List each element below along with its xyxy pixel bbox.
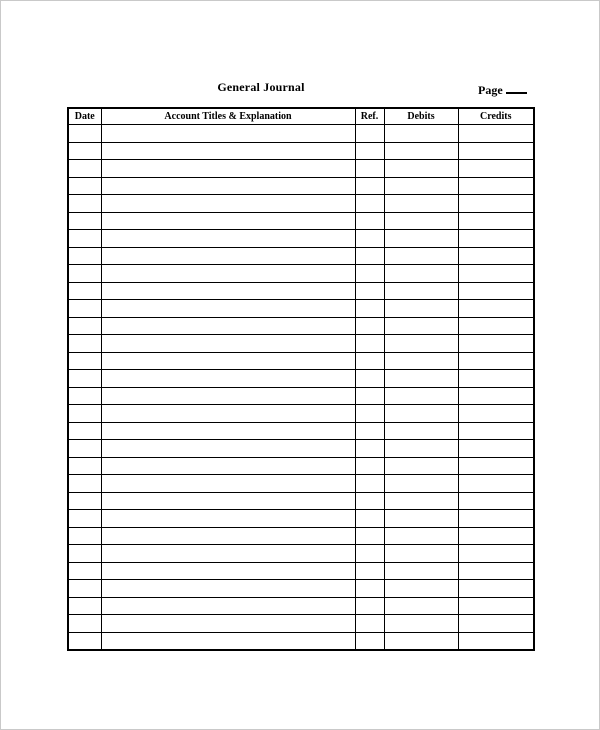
journal-cell-debits[interactable] bbox=[384, 632, 458, 650]
journal-row bbox=[68, 475, 534, 493]
journal-cell-ref[interactable] bbox=[355, 527, 384, 545]
document-title: General Journal bbox=[217, 80, 305, 94]
journal-cell-ref[interactable] bbox=[355, 440, 384, 458]
journal-cell-ref[interactable] bbox=[355, 317, 384, 335]
journal-cell-ref[interactable] bbox=[355, 615, 384, 633]
journal-cell-ref[interactable] bbox=[355, 632, 384, 650]
journal-cell-debits[interactable] bbox=[384, 282, 458, 300]
journal-cell-date[interactable] bbox=[68, 457, 101, 475]
journal-cell-account-titles-explanation[interactable] bbox=[101, 352, 355, 370]
journal-cell-date[interactable] bbox=[68, 247, 101, 265]
journal-cell-ref[interactable] bbox=[355, 300, 384, 318]
journal-cell-debits[interactable] bbox=[384, 457, 458, 475]
journal-cell-credits[interactable] bbox=[458, 335, 534, 353]
journal-cell-date[interactable] bbox=[68, 405, 101, 423]
journal-cell-date[interactable] bbox=[68, 615, 101, 633]
journal-cell-debits[interactable] bbox=[384, 527, 458, 545]
journal-cell-ref[interactable] bbox=[355, 387, 384, 405]
journal-row bbox=[68, 492, 534, 510]
journal-cell-ref[interactable] bbox=[355, 247, 384, 265]
journal-cell-debits[interactable] bbox=[384, 562, 458, 580]
journal-cell-date[interactable] bbox=[68, 160, 101, 178]
journal-cell-credits[interactable] bbox=[458, 282, 534, 300]
column-header-debits: Debits bbox=[384, 108, 458, 125]
journal-cell-debits[interactable] bbox=[384, 492, 458, 510]
journal-cell-date[interactable] bbox=[68, 492, 101, 510]
journal-cell-ref[interactable] bbox=[355, 265, 384, 283]
journal-cell-ref[interactable] bbox=[355, 352, 384, 370]
journal-cell-account-titles-explanation[interactable] bbox=[101, 422, 355, 440]
journal-cell-debits[interactable] bbox=[384, 125, 458, 143]
journal-cell-ref[interactable] bbox=[355, 580, 384, 598]
journal-cell-account-titles-explanation[interactable] bbox=[101, 160, 355, 178]
journal-cell-account-titles-explanation[interactable] bbox=[101, 405, 355, 423]
journal-row bbox=[68, 387, 534, 405]
journal-row bbox=[68, 527, 534, 545]
journal-cell-account-titles-explanation[interactable] bbox=[101, 440, 355, 458]
journal-cell-ref[interactable] bbox=[355, 160, 384, 178]
journal-cell-credits[interactable] bbox=[458, 580, 534, 598]
journal-row bbox=[68, 300, 534, 318]
journal-row bbox=[68, 177, 534, 195]
journal-cell-date[interactable] bbox=[68, 230, 101, 248]
journal-cell-date[interactable] bbox=[68, 125, 101, 143]
journal-cell-ref[interactable] bbox=[355, 422, 384, 440]
journal-cell-debits[interactable] bbox=[384, 615, 458, 633]
journal-cell-account-titles-explanation[interactable] bbox=[101, 545, 355, 563]
journal-cell-credits[interactable] bbox=[458, 492, 534, 510]
journal-cell-ref[interactable] bbox=[355, 562, 384, 580]
journal-cell-account-titles-explanation[interactable] bbox=[101, 265, 355, 283]
journal-cell-account-titles-explanation[interactable] bbox=[101, 492, 355, 510]
journal-cell-account-titles-explanation[interactable] bbox=[101, 142, 355, 160]
journal-cell-date[interactable] bbox=[68, 580, 101, 598]
journal-cell-credits[interactable] bbox=[458, 160, 534, 178]
journal-cell-debits[interactable] bbox=[384, 510, 458, 528]
journal-cell-debits[interactable] bbox=[384, 440, 458, 458]
journal-cell-credits[interactable] bbox=[458, 545, 534, 563]
journal-cell-ref[interactable] bbox=[355, 230, 384, 248]
journal-cell-credits[interactable] bbox=[458, 125, 534, 143]
journal-cell-credits[interactable] bbox=[458, 230, 534, 248]
journal-cell-account-titles-explanation[interactable] bbox=[101, 457, 355, 475]
journal-row bbox=[68, 142, 534, 160]
journal-cell-credits[interactable] bbox=[458, 177, 534, 195]
journal-cell-date[interactable] bbox=[68, 597, 101, 615]
journal-cell-date[interactable] bbox=[68, 212, 101, 230]
journal-row bbox=[68, 562, 534, 580]
journal-cell-account-titles-explanation[interactable] bbox=[101, 335, 355, 353]
journal-cell-date[interactable] bbox=[68, 282, 101, 300]
journal-cell-debits[interactable] bbox=[384, 195, 458, 213]
journal-cell-debits[interactable] bbox=[384, 352, 458, 370]
journal-row bbox=[68, 510, 534, 528]
journal-row bbox=[68, 422, 534, 440]
journal-cell-account-titles-explanation[interactable] bbox=[101, 562, 355, 580]
journal-cell-date[interactable] bbox=[68, 440, 101, 458]
journal-cell-credits[interactable] bbox=[458, 142, 534, 160]
journal-cell-account-titles-explanation[interactable] bbox=[101, 212, 355, 230]
journal-row bbox=[68, 212, 534, 230]
journal-cell-ref[interactable] bbox=[355, 370, 384, 388]
journal-cell-credits[interactable] bbox=[458, 405, 534, 423]
journal-cell-account-titles-explanation[interactable] bbox=[101, 247, 355, 265]
journal-cell-date[interactable] bbox=[68, 317, 101, 335]
journal-cell-account-titles-explanation[interactable] bbox=[101, 475, 355, 493]
journal-row bbox=[68, 457, 534, 475]
journal-cell-account-titles-explanation[interactable] bbox=[101, 177, 355, 195]
journal-cell-credits[interactable] bbox=[458, 632, 534, 650]
journal-cell-account-titles-explanation[interactable] bbox=[101, 230, 355, 248]
journal-cell-date[interactable] bbox=[68, 300, 101, 318]
journal-cell-debits[interactable] bbox=[384, 545, 458, 563]
page-number-blank[interactable] bbox=[506, 80, 527, 94]
journal-cell-account-titles-explanation[interactable] bbox=[101, 632, 355, 650]
journal-cell-account-titles-explanation[interactable] bbox=[101, 317, 355, 335]
journal-cell-date[interactable] bbox=[68, 265, 101, 283]
journal-cell-credits[interactable] bbox=[458, 265, 534, 283]
journal-cell-debits[interactable] bbox=[384, 247, 458, 265]
journal-cell-date[interactable] bbox=[68, 632, 101, 650]
journal-cell-debits[interactable] bbox=[384, 580, 458, 598]
journal-cell-credits[interactable] bbox=[458, 510, 534, 528]
journal-cell-credits[interactable] bbox=[458, 475, 534, 493]
journal-cell-credits[interactable] bbox=[458, 212, 534, 230]
journal-cell-date[interactable] bbox=[68, 352, 101, 370]
journal-row bbox=[68, 230, 534, 248]
journal-cell-date[interactable] bbox=[68, 475, 101, 493]
journal-cell-debits[interactable] bbox=[384, 405, 458, 423]
journal-cell-date[interactable] bbox=[68, 335, 101, 353]
journal-cell-debits[interactable] bbox=[384, 370, 458, 388]
journal-cell-account-titles-explanation[interactable] bbox=[101, 510, 355, 528]
journal-cell-debits[interactable] bbox=[384, 475, 458, 493]
journal-cell-account-titles-explanation[interactable] bbox=[101, 125, 355, 143]
journal-row bbox=[68, 632, 534, 650]
journal-cell-ref[interactable] bbox=[355, 492, 384, 510]
journal-cell-credits[interactable] bbox=[458, 300, 534, 318]
journal-cell-date[interactable] bbox=[68, 177, 101, 195]
journal-cell-credits[interactable] bbox=[458, 195, 534, 213]
journal-cell-ref[interactable] bbox=[355, 597, 384, 615]
journal-row bbox=[68, 195, 534, 213]
journal-cell-date[interactable] bbox=[68, 195, 101, 213]
journal-cell-credits[interactable] bbox=[458, 422, 534, 440]
journal-cell-date[interactable] bbox=[68, 527, 101, 545]
journal-cell-ref[interactable] bbox=[355, 125, 384, 143]
journal-cell-debits[interactable] bbox=[384, 597, 458, 615]
journal-row bbox=[68, 282, 534, 300]
journal-cell-credits[interactable] bbox=[458, 387, 534, 405]
journal-cell-account-titles-explanation[interactable] bbox=[101, 615, 355, 633]
page-label: Page bbox=[478, 83, 503, 97]
journal-cell-debits[interactable] bbox=[384, 230, 458, 248]
journal-cell-ref[interactable] bbox=[355, 195, 384, 213]
journal-row bbox=[68, 370, 534, 388]
column-header-ref: Ref. bbox=[355, 108, 384, 125]
journal-row bbox=[68, 580, 534, 598]
journal-cell-ref[interactable] bbox=[355, 335, 384, 353]
journal-cell-credits[interactable] bbox=[458, 317, 534, 335]
journal-row bbox=[68, 160, 534, 178]
journal-cell-ref[interactable] bbox=[355, 405, 384, 423]
journal-cell-credits[interactable] bbox=[458, 352, 534, 370]
journal-cell-account-titles-explanation[interactable] bbox=[101, 527, 355, 545]
journal-cell-debits[interactable] bbox=[384, 142, 458, 160]
journal-cell-credits[interactable] bbox=[458, 615, 534, 633]
journal-row bbox=[68, 440, 534, 458]
journal-cell-debits[interactable] bbox=[384, 160, 458, 178]
journal-cell-credits[interactable] bbox=[458, 247, 534, 265]
journal-cell-date[interactable] bbox=[68, 142, 101, 160]
journal-row bbox=[68, 352, 534, 370]
journal-cell-debits[interactable] bbox=[384, 300, 458, 318]
journal-cell-credits[interactable] bbox=[458, 440, 534, 458]
journal-cell-date[interactable] bbox=[68, 387, 101, 405]
journal-cell-account-titles-explanation[interactable] bbox=[101, 580, 355, 598]
column-header-date: Date bbox=[68, 108, 101, 125]
journal-cell-account-titles-explanation[interactable] bbox=[101, 282, 355, 300]
journal-cell-ref[interactable] bbox=[355, 545, 384, 563]
journal-row bbox=[68, 335, 534, 353]
journal-cell-credits[interactable] bbox=[458, 597, 534, 615]
journal-row bbox=[68, 545, 534, 563]
journal-cell-debits[interactable] bbox=[384, 177, 458, 195]
journal-cell-debits[interactable] bbox=[384, 387, 458, 405]
journal-cell-date[interactable] bbox=[68, 545, 101, 563]
table-header-row bbox=[68, 108, 534, 125]
journal-row bbox=[68, 247, 534, 265]
journal-cell-ref[interactable] bbox=[355, 212, 384, 230]
journal-cell-ref[interactable] bbox=[355, 457, 384, 475]
journal-cell-ref[interactable] bbox=[355, 475, 384, 493]
journal-row bbox=[68, 597, 534, 615]
journal-cell-credits[interactable] bbox=[458, 527, 534, 545]
journal-cell-debits[interactable] bbox=[384, 265, 458, 283]
journal-cell-ref[interactable] bbox=[355, 177, 384, 195]
journal-cell-date[interactable] bbox=[68, 562, 101, 580]
journal-cell-ref[interactable] bbox=[355, 510, 384, 528]
journal-cell-account-titles-explanation[interactable] bbox=[101, 370, 355, 388]
journal-cell-ref[interactable] bbox=[355, 142, 384, 160]
journal-table bbox=[67, 107, 535, 651]
journal-row bbox=[68, 405, 534, 423]
journal-cell-debits[interactable] bbox=[384, 422, 458, 440]
journal-cell-debits[interactable] bbox=[384, 335, 458, 353]
page-number-field bbox=[478, 80, 527, 98]
journal-row bbox=[68, 615, 534, 633]
journal-row bbox=[68, 317, 534, 335]
journal-row bbox=[68, 265, 534, 283]
journal-cell-date[interactable] bbox=[68, 370, 101, 388]
journal-cell-debits[interactable] bbox=[384, 317, 458, 335]
journal-cell-debits[interactable] bbox=[384, 212, 458, 230]
journal-row bbox=[68, 125, 534, 143]
journal-cell-account-titles-explanation[interactable] bbox=[101, 300, 355, 318]
journal-cell-ref[interactable] bbox=[355, 282, 384, 300]
journal-cell-date[interactable] bbox=[68, 510, 101, 528]
journal-cell-date[interactable] bbox=[68, 422, 101, 440]
journal-cell-account-titles-explanation[interactable] bbox=[101, 387, 355, 405]
journal-cell-credits[interactable] bbox=[458, 370, 534, 388]
journal-cell-credits[interactable] bbox=[458, 562, 534, 580]
column-header-account-titles-explanation: Account Titles & Explanation bbox=[101, 108, 355, 125]
journal-cell-credits[interactable] bbox=[458, 457, 534, 475]
journal-cell-account-titles-explanation[interactable] bbox=[101, 597, 355, 615]
column-header-credits: Credits bbox=[458, 108, 534, 125]
journal-cell-account-titles-explanation[interactable] bbox=[101, 195, 355, 213]
